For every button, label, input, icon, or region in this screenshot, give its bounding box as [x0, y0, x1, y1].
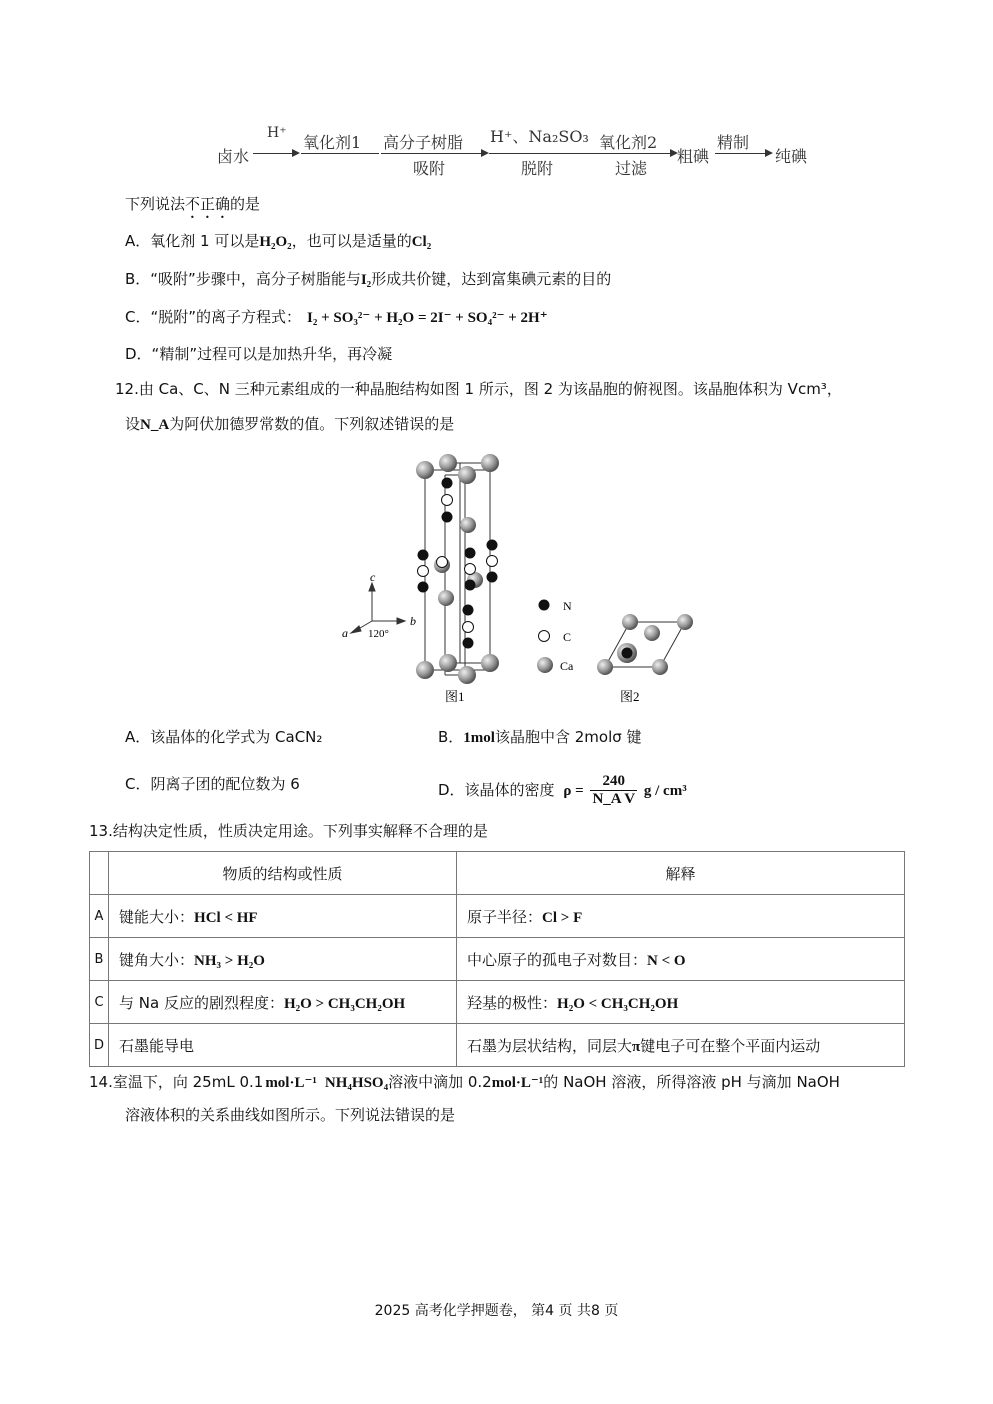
c-atoms [418, 495, 498, 633]
legend-c-marker [539, 631, 550, 642]
flow-end: 纯碘 [775, 147, 808, 166]
table-row: C 与 Na 反应的剧烈程度：H₂O > CH₃CH₂OH 羟基的极性：H₂O < CH₃CH₂OH [90, 981, 905, 1024]
q12-option-d: D．该晶体的密度 ρ = $\frac{240}{\text{N\_A V}}$ g / cm³ [438, 773, 687, 807]
q12-option-c: C．阴离子团的配位数为 6 [125, 775, 300, 793]
flow-step3-reagent: H⁺、Na₂SO₃ [490, 127, 589, 146]
q11-option-c: C．“脱附”的离子方程式： I₂ + SO₃²⁻ + H₂O = 2I⁻ + SO₄²⁻ + 2H⁺ [125, 308, 548, 326]
q12-stem-line1: 12.由 Ca、C、N 三种元素组成的一种晶胞结构如图 1 所示，图 2 为该晶胞的俯视图。该晶胞体积为 Vcm³， [115, 380, 842, 398]
flow-link-1 [301, 153, 379, 154]
crystal-cell-figure [330, 445, 710, 710]
legend-n-marker [539, 600, 550, 611]
flow-step1-reagent: H⁺ [267, 125, 287, 141]
q13-header-col1: 物质的结构或性质 [109, 852, 457, 895]
legend-n-label: N [563, 599, 572, 613]
axis-arrows [351, 583, 405, 633]
axis-b-label: b [410, 614, 416, 628]
flow-step5-label: 精制 [717, 133, 750, 152]
table-row: A 键能大小：HCl < HF 原子半径：Cl > F [90, 895, 905, 938]
q11-option-d: D．“精制”过程可以是加热升华，再冷凝 [125, 345, 393, 363]
flow-arrow-1-head [292, 149, 300, 157]
q11-option-b: B．“吸附”步骤中，高分子树脂能与I₂形成共价键，达到富集碘元素的目的 [125, 270, 612, 288]
flow-box2-bottom: 吸附 [413, 159, 446, 178]
q14-stem-line1: 14.室温下，向 25mL 0.1 mol·L⁻¹ NH₄HSO₄溶液中滴加 0.2mol·L⁻¹的 NaOH 溶液，所得溶液 pH 与滴加 NaOH [89, 1073, 840, 1091]
q11-stem-emphasis: 不正确 [185, 195, 231, 213]
flow-box4-top: 氧化剂2 [599, 133, 658, 152]
q13-header-col2: 解释 [457, 852, 905, 895]
q13-header-row [90, 852, 905, 895]
axis-angle-label: 120° [368, 628, 389, 640]
flow-mid: 粗碘 [677, 147, 710, 166]
top-view-figure [597, 614, 693, 675]
unit-cell-frame [425, 463, 490, 675]
legend-ca-label: Ca [560, 659, 574, 673]
flow-box2-top: 高分子树脂 [383, 133, 464, 152]
axis-a-label: a [342, 626, 348, 640]
q11-stem: 下列说法不正确的是 [125, 195, 261, 213]
q12-option-a: A．该晶体的化学式为 CaCN₂ [125, 728, 323, 746]
q12-density-fraction: $\frac{240}{\text{N\_A V}}$ [592, 773, 636, 807]
iodine-flow-diagram [215, 120, 815, 180]
flow-link-5 [715, 153, 765, 154]
n-atoms [418, 478, 498, 649]
q12-stem-line2: 设N_A为阿伏加德罗常数的值。下列叙述错误的是 [125, 415, 455, 433]
figure1-caption: 图1 [445, 689, 465, 704]
flow-start: 卤水 [217, 147, 250, 166]
flow-link-2 [381, 153, 481, 154]
q12-option-b: B．1mol该晶胞中含 2molσ 键 [438, 728, 642, 746]
page-footer: 2025 高考化学押题卷， 第4 页 共8 页 [374, 1303, 619, 1319]
flow-box1: 氧化剂1 [303, 133, 362, 152]
q13-stem: 13.结构决定性质，性质决定用途。下列事实解释不合理的是 [89, 822, 488, 840]
figure2-caption: 图2 [620, 689, 640, 704]
flow-arrow-5-head [765, 149, 773, 157]
table-row: D 石墨能导电 石墨为层状结构，同层大π键电子可在整个平面内运动 [90, 1024, 905, 1067]
q11-option-a: A．氧化剂 1 可以是H₂O₂，也可以是适量的Cl₂ [125, 232, 432, 250]
table-row: B 键角大小：NH₃ > H₂O 中心原子的孤电子对数目：N < O [90, 938, 905, 981]
flow-link-4 [597, 153, 673, 154]
legend-c-label: C [563, 630, 572, 644]
q13-table [89, 851, 905, 1067]
flow-box4-bottom: 过滤 [615, 159, 648, 178]
flow-arrow-2-head [481, 149, 489, 157]
flow-arrow-1 [253, 153, 293, 154]
flow-link-3 [489, 153, 597, 154]
legend-ca-marker [537, 657, 553, 673]
q14-stem-line2: 溶液体积的关系曲线如图所示。下列说法错误的是 [125, 1106, 456, 1124]
axis-c-label: c [370, 570, 376, 584]
flow-step3-bottom: 脱附 [521, 159, 554, 178]
